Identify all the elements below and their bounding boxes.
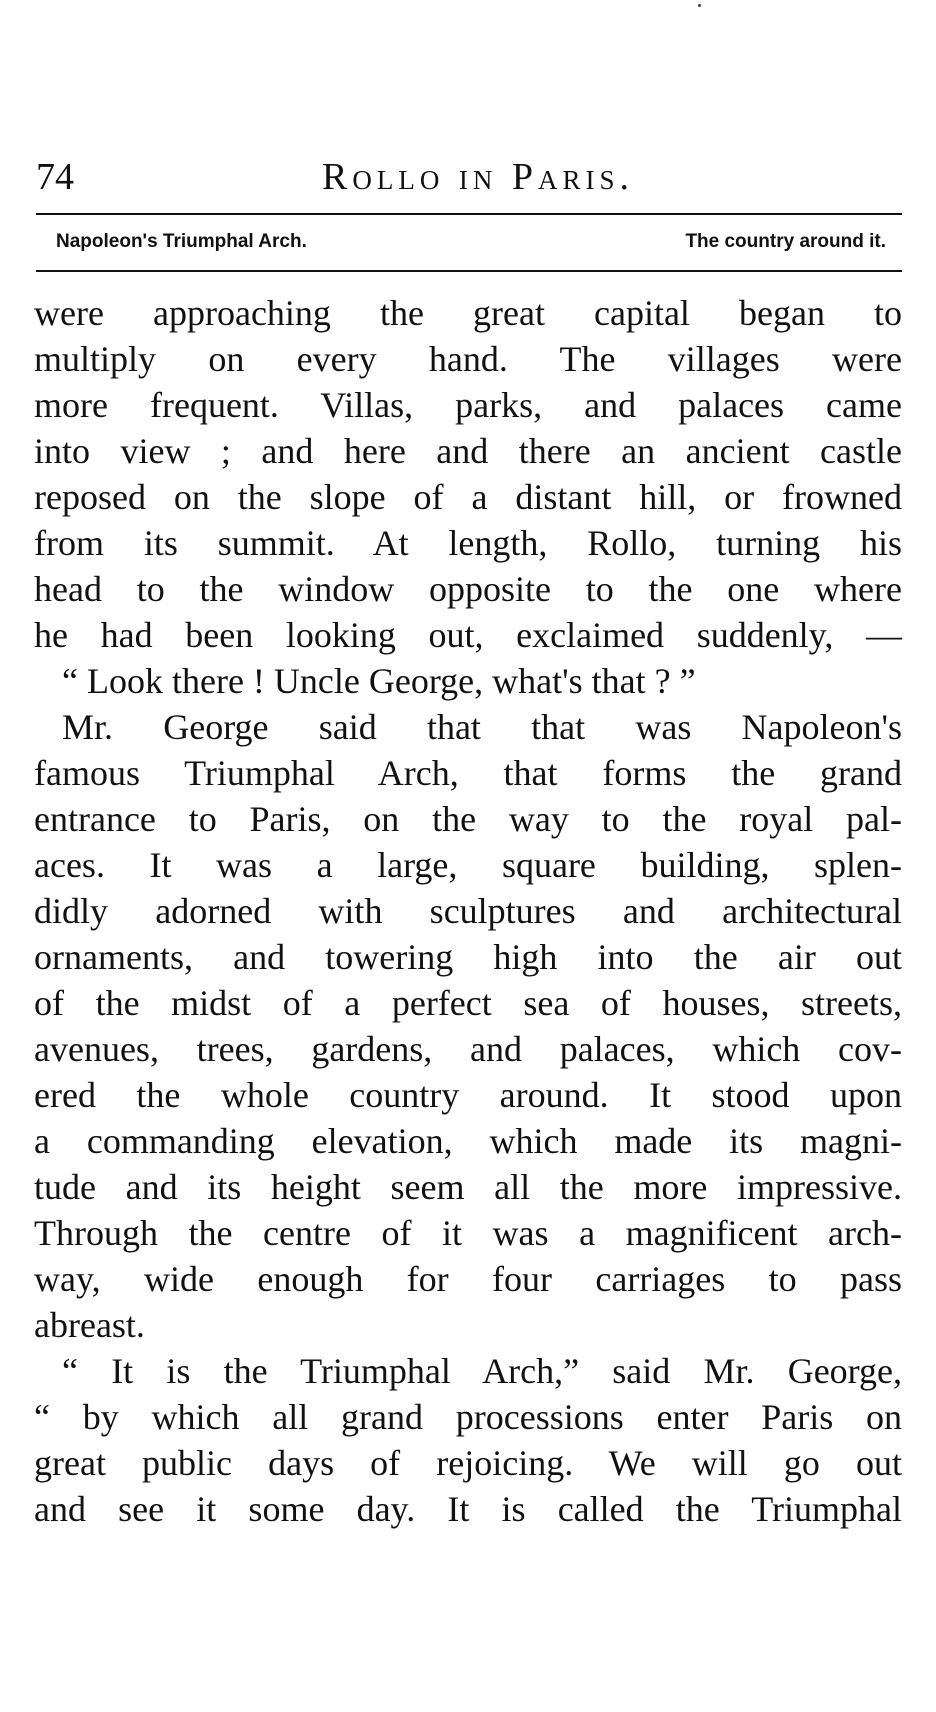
text-line: and see it some day. It is called the Triumphal <box>34 1489 902 1529</box>
text-line: great public days of rejoicing. We will go out <box>34 1443 902 1483</box>
paragraph <box>34 704 902 1348</box>
header-rule-bottom <box>36 270 902 272</box>
text-line: head to the window opposite to the one where <box>34 569 902 609</box>
text-line: from its summit. At length, Rollo, turning his <box>34 523 902 563</box>
text-line: didly adorned with sculptures and architectural <box>34 891 902 931</box>
text-line: he had been looking out, exclaimed suddenly, — <box>34 615 902 655</box>
text-line: tude and its height seem all the more impressive. <box>34 1167 902 1207</box>
text-line: into view ; and here and there an ancient castle <box>34 431 902 471</box>
text-line: “ It is the Triumphal Arch,” said Mr. George, <box>62 1351 902 1391</box>
text-line: aces. It was a large, square building, splen- <box>34 845 902 885</box>
text-line: avenues, trees, gardens, and palaces, which cov- <box>34 1029 902 1069</box>
page-number: 74 <box>36 156 74 198</box>
text-line: entrance to Paris, on the way to the royal pal- <box>34 799 902 839</box>
print-speck <box>698 4 701 7</box>
text-line: “ Look there ! Uncle George, what's that ? ” <box>62 661 696 701</box>
text-line: “ by which all grand processions enter Paris on <box>34 1397 902 1437</box>
text-line: ered the whole country around. It stood upon <box>34 1075 902 1115</box>
subheading-left: Napoleon's Triumphal Arch. <box>56 231 307 252</box>
running-title: Rollo in Paris. <box>322 156 634 198</box>
section-subheadings <box>36 222 902 262</box>
text-line: Mr. George said that that was Napoleon's <box>62 707 902 747</box>
body-text <box>34 290 902 1532</box>
text-line: more frequent. Villas, parks, and palaces came <box>34 385 902 425</box>
text-line: of the midst of a perfect sea of houses, streets, <box>34 983 902 1023</box>
text-line: reposed on the slope of a distant hill, or frowned <box>34 477 902 517</box>
text-line: multiply on every hand. The villages were <box>34 339 902 379</box>
text-line: famous Triumphal Arch, that forms the grand <box>34 753 902 793</box>
text-line: ornaments, and towering high into the air out <box>34 937 902 977</box>
text-line: abreast. <box>34 1305 145 1345</box>
text-line: were approaching the great capital began to <box>34 293 902 333</box>
paragraph <box>34 1348 902 1532</box>
text-line: way, wide enough for four carriages to pass <box>34 1259 902 1299</box>
paragraph <box>34 290 902 658</box>
subheading-right: The country around it. <box>685 231 886 252</box>
text-line: a commanding elevation, which made its magni- <box>34 1121 902 1161</box>
page-header <box>36 154 900 200</box>
text-line: Through the centre of it was a magnificent arch- <box>34 1213 902 1253</box>
paragraph <box>34 658 902 704</box>
header-rule-top <box>36 213 902 215</box>
